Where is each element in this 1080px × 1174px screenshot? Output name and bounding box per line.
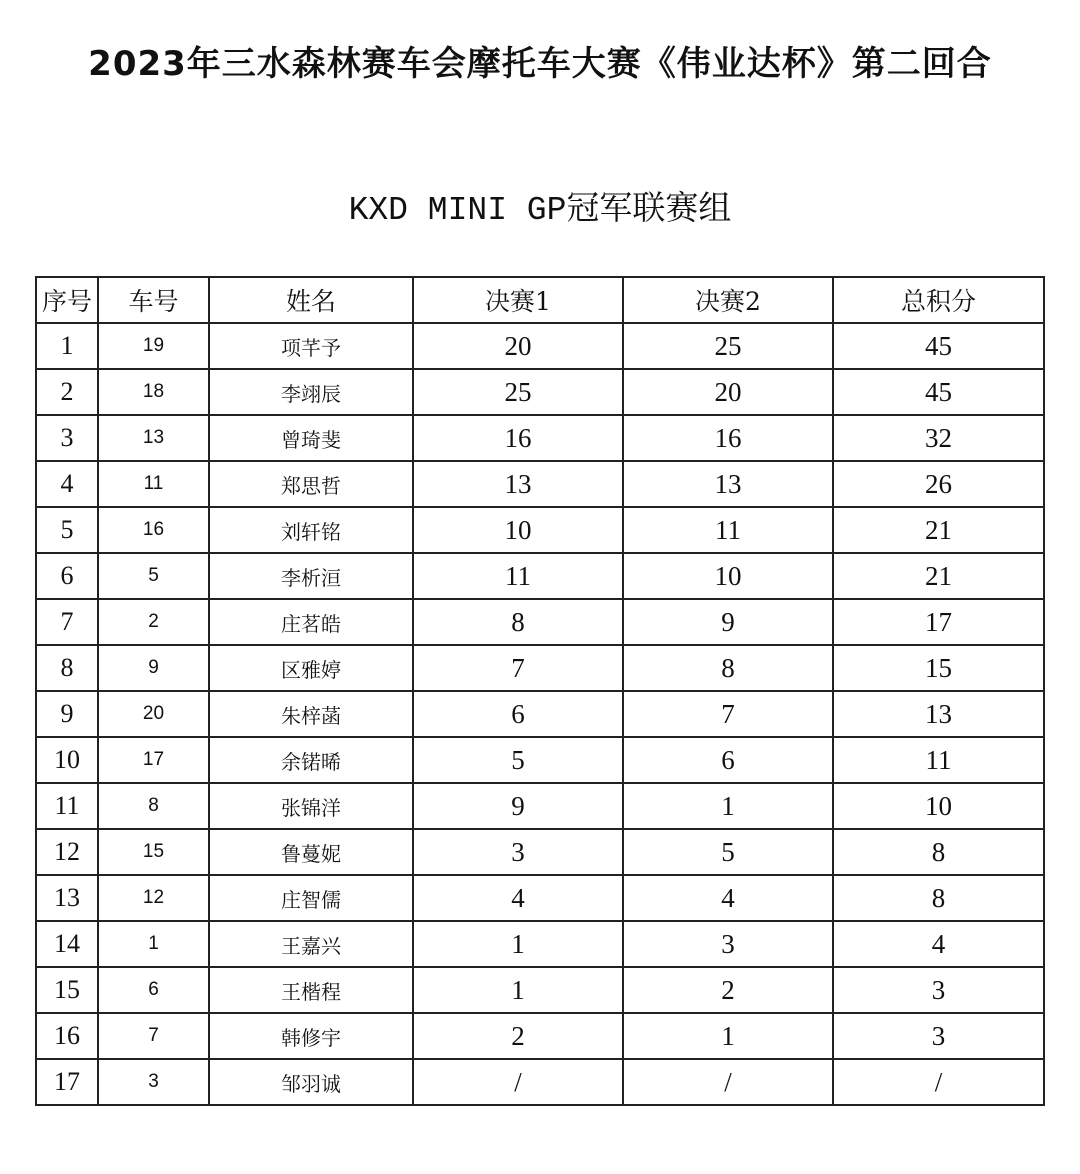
cell-total-points: 10 — [833, 783, 1044, 829]
cell-final-1: 1 — [413, 967, 623, 1013]
cell-total-points: 26 — [833, 461, 1044, 507]
cell-car-number: 6 — [98, 967, 209, 1013]
cell-final-1: 6 — [413, 691, 623, 737]
table-row — [36, 737, 1044, 783]
cell-seq: 2 — [36, 369, 98, 415]
cell-final-1: 7 — [413, 645, 623, 691]
header-seq: 序号 — [36, 277, 98, 323]
page-title: 2023年三水森林赛车会摩托车大赛《伟业达杯》第二回合 — [88, 44, 992, 84]
cell-total-points: 21 — [833, 553, 1044, 599]
cell-final-2: 25 — [623, 323, 833, 369]
cell-total-points: 3 — [833, 967, 1044, 1013]
table-row — [36, 691, 1044, 737]
cell-seq: 8 — [36, 645, 98, 691]
cell-final-1: 25 — [413, 369, 623, 415]
cell-final-2: 3 — [623, 921, 833, 967]
cell-rider-name: 朱梓菡 — [209, 691, 413, 737]
cell-total-points: 4 — [833, 921, 1044, 967]
cell-rider-name: 李析洹 — [209, 553, 413, 599]
cell-total-points: 13 — [833, 691, 1044, 737]
cell-final-1: 3 — [413, 829, 623, 875]
table-row — [36, 507, 1044, 553]
cell-final-1: 13 — [413, 461, 623, 507]
table-row — [36, 967, 1044, 1013]
table-row — [36, 369, 1044, 415]
header-row — [36, 277, 1044, 323]
header-name: 姓名 — [209, 277, 413, 323]
results-body — [36, 323, 1044, 1105]
table-row — [36, 645, 1044, 691]
cell-car-number: 17 — [98, 737, 209, 783]
cell-final-2: 1 — [623, 1013, 833, 1059]
cell-seq: 13 — [36, 875, 98, 921]
cell-car-number: 5 — [98, 553, 209, 599]
cell-rider-name: 王楷程 — [209, 967, 413, 1013]
cell-car-number: 2 — [98, 599, 209, 645]
group-subtitle: KXD MINI GP冠军联赛组 — [348, 192, 732, 229]
cell-final-2: 6 — [623, 737, 833, 783]
cell-car-number: 18 — [98, 369, 209, 415]
cell-final-1: 1 — [413, 921, 623, 967]
cell-final-2: 11 — [623, 507, 833, 553]
cell-car-number: 16 — [98, 507, 209, 553]
cell-rider-name: 邹羽诚 — [209, 1059, 413, 1105]
cell-rider-name: 张锦洋 — [209, 783, 413, 829]
cell-final-1: 8 — [413, 599, 623, 645]
header-total-points: 总积分 — [833, 277, 1044, 323]
cell-final-1: 2 — [413, 1013, 623, 1059]
cell-final-2: 2 — [623, 967, 833, 1013]
table-row — [36, 1013, 1044, 1059]
cell-final-2: 5 — [623, 829, 833, 875]
cell-final-2: 8 — [623, 645, 833, 691]
cell-rider-name: 庄茗皓 — [209, 599, 413, 645]
cell-final-1: 4 — [413, 875, 623, 921]
cell-total-points: 45 — [833, 369, 1044, 415]
cell-car-number: 15 — [98, 829, 209, 875]
cell-final-2: 4 — [623, 875, 833, 921]
cell-final-2: 7 — [623, 691, 833, 737]
cell-total-points: 3 — [833, 1013, 1044, 1059]
header-car-number: 车号 — [98, 277, 209, 323]
header-final-2: 决赛2 — [623, 277, 833, 323]
cell-total-points: 21 — [833, 507, 1044, 553]
cell-car-number: 7 — [98, 1013, 209, 1059]
cell-final-1: / — [413, 1059, 623, 1105]
cell-seq: 14 — [36, 921, 98, 967]
cell-seq: 11 — [36, 783, 98, 829]
cell-rider-name: 王嘉兴 — [209, 921, 413, 967]
table-row — [36, 461, 1044, 507]
cell-rider-name: 郑思哲 — [209, 461, 413, 507]
cell-final-1: 16 — [413, 415, 623, 461]
cell-seq: 3 — [36, 415, 98, 461]
cell-rider-name: 韩修宇 — [209, 1013, 413, 1059]
table-row — [36, 875, 1044, 921]
cell-car-number: 8 — [98, 783, 209, 829]
cell-rider-name: 庄智儒 — [209, 875, 413, 921]
cell-seq: 17 — [36, 1059, 98, 1105]
cell-rider-name: 曾琦斐 — [209, 415, 413, 461]
table-row — [36, 599, 1044, 645]
cell-seq: 16 — [36, 1013, 98, 1059]
cell-car-number: 20 — [98, 691, 209, 737]
cell-total-points: 17 — [833, 599, 1044, 645]
results-table — [35, 276, 1045, 1106]
cell-seq: 7 — [36, 599, 98, 645]
cell-car-number: 3 — [98, 1059, 209, 1105]
cell-car-number: 11 — [98, 461, 209, 507]
header-final-1: 决赛1 — [413, 277, 623, 323]
cell-total-points: 15 — [833, 645, 1044, 691]
table-row — [36, 323, 1044, 369]
cell-final-2: 20 — [623, 369, 833, 415]
cell-total-points: 45 — [833, 323, 1044, 369]
cell-total-points: 8 — [833, 875, 1044, 921]
cell-car-number: 19 — [98, 323, 209, 369]
cell-rider-name: 刘轩铭 — [209, 507, 413, 553]
cell-total-points: / — [833, 1059, 1044, 1105]
cell-final-2: 1 — [623, 783, 833, 829]
cell-rider-name: 项芊予 — [209, 323, 413, 369]
table-row — [36, 553, 1044, 599]
table-row — [36, 921, 1044, 967]
cell-rider-name: 鲁蔓妮 — [209, 829, 413, 875]
cell-final-1: 10 — [413, 507, 623, 553]
table-row — [36, 783, 1044, 829]
cell-final-2: / — [623, 1059, 833, 1105]
cell-car-number: 13 — [98, 415, 209, 461]
table-row — [36, 829, 1044, 875]
cell-total-points: 11 — [833, 737, 1044, 783]
cell-final-1: 5 — [413, 737, 623, 783]
cell-final-1: 20 — [413, 323, 623, 369]
cell-seq: 15 — [36, 967, 98, 1013]
cell-rider-name: 区雅婷 — [209, 645, 413, 691]
cell-final-2: 10 — [623, 553, 833, 599]
cell-final-2: 16 — [623, 415, 833, 461]
cell-seq: 5 — [36, 507, 98, 553]
cell-seq: 12 — [36, 829, 98, 875]
cell-final-2: 13 — [623, 461, 833, 507]
cell-rider-name: 余锘晞 — [209, 737, 413, 783]
cell-final-1: 11 — [413, 553, 623, 599]
table-row — [36, 415, 1044, 461]
cell-seq: 4 — [36, 461, 98, 507]
cell-final-2: 9 — [623, 599, 833, 645]
cell-final-1: 9 — [413, 783, 623, 829]
cell-total-points: 8 — [833, 829, 1044, 875]
cell-rider-name: 李翊辰 — [209, 369, 413, 415]
cell-seq: 6 — [36, 553, 98, 599]
cell-car-number: 9 — [98, 645, 209, 691]
cell-seq: 9 — [36, 691, 98, 737]
cell-total-points: 32 — [833, 415, 1044, 461]
table-row — [36, 1059, 1044, 1105]
cell-seq: 1 — [36, 323, 98, 369]
cell-car-number: 1 — [98, 921, 209, 967]
cell-seq: 10 — [36, 737, 98, 783]
cell-car-number: 12 — [98, 875, 209, 921]
